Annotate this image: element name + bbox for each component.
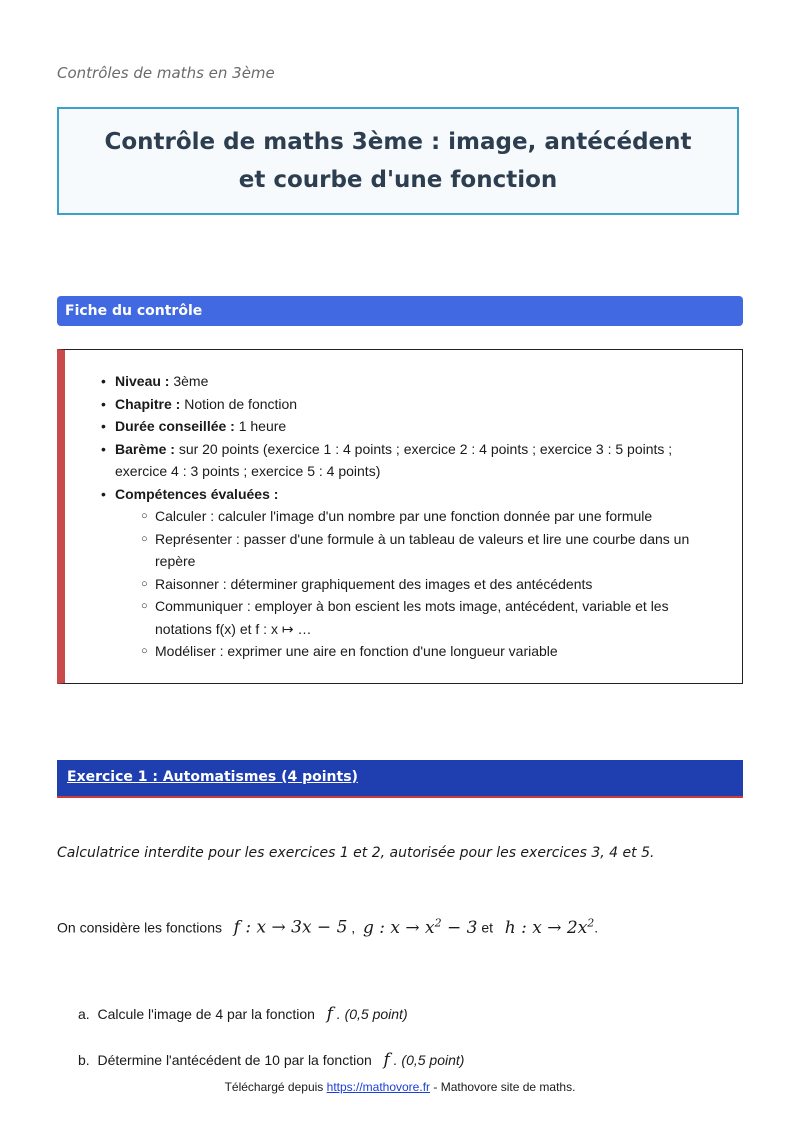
niveau-value: 3ème	[173, 373, 209, 389]
competence-item: ○ Communiquer : employer à bon escient les mots image, antécédent, variable et les notations f(x) et f : x ↦ …	[155, 595, 715, 640]
niveau-label: Niveau :	[115, 373, 170, 389]
exercise-1-header[interactable]	[57, 760, 743, 798]
exercise-1-title[interactable]: Exercice 1 : Automatismes (4 points)	[67, 769, 358, 785]
competences-list	[115, 505, 715, 663]
duree-value: 1 heure	[238, 418, 287, 434]
question-text: Détermine l'antécédent de 10 par la fonction	[97, 1052, 372, 1068]
bareme-label: Barème :	[115, 440, 175, 457]
g-definition: g : $x \to x^2 - 3$	[362, 916, 478, 938]
footer-prefix: Téléchargé depuis	[224, 1080, 327, 1094]
fiche-item-duree	[101, 415, 715, 438]
competence-item: ○ Modéliser : exprimer une aire en fonction d'une longueur variable	[155, 640, 715, 663]
fiche-item-competences	[101, 483, 715, 663]
circle-bullet-icon: ○	[141, 510, 148, 522]
calculator-note: Calculatrice interdite pour les exercices 1 et 2, autorisée pour les exercices 3, 4 et 5.	[57, 845, 655, 861]
fiche-item-chapitre	[101, 393, 715, 416]
circle-bullet-icon: ○	[141, 577, 148, 590]
competence-item: ○ Calculer : calculer l'image d'un nombre par une fonction donnée par une formule	[155, 505, 715, 528]
question-text: Calcule l'image de 4 par la fonction	[97, 1006, 315, 1022]
bullet-icon: •	[101, 373, 106, 389]
question-points: . (0,5 point)	[393, 1052, 465, 1068]
footer-link[interactable]: https://mathovore.fr	[326, 1080, 431, 1094]
question-letter: b.	[78, 1052, 90, 1068]
question-variable: f	[326, 1004, 333, 1024]
consider-text: On considère les fonctions	[57, 919, 222, 936]
fiche-box	[57, 349, 743, 684]
circle-bullet-icon: ○	[141, 645, 148, 657]
page-title: Contrôle de maths 3ème : image, antécédent et courbe d'une fonction	[104, 129, 692, 193]
breadcrumb: Contrôles de maths en 3ème	[57, 64, 275, 82]
f-definition: f : x → 3x − 5	[233, 917, 348, 938]
circle-bullet-icon: ○	[141, 532, 148, 545]
footer-suffix: - Mathovore site de maths.	[430, 1080, 576, 1094]
duree-label: Durée conseillée :	[115, 418, 235, 434]
fiche-list	[101, 370, 715, 663]
bullet-icon: •	[101, 395, 106, 412]
fiche-item-bareme	[101, 438, 715, 483]
question-points: . (0,5 point)	[336, 1006, 408, 1022]
bullet-icon: •	[101, 485, 106, 502]
and-text: et	[481, 919, 494, 936]
fiche-header: Fiche du contrôle	[57, 296, 743, 326]
functions-statement: On considère les fonctions f : x → 3x − 5 , g : $x \to x^2 - 3$ et h : $x \to 2x^2$.	[57, 916, 599, 938]
competence-item: ○ Représenter : passer d'une formule à un tableau de valeurs et lire une courbe dans un repère	[155, 528, 715, 573]
question-a	[78, 1004, 408, 1024]
question-b	[78, 1050, 464, 1070]
title-box	[57, 107, 739, 215]
question-letter: a.	[78, 1006, 90, 1022]
bullet-icon: •	[101, 418, 106, 434]
bullet-icon: •	[101, 440, 106, 457]
chapitre-value: Notion de fonction	[184, 395, 298, 412]
bareme-value: sur 20 points (exercice 1 : 4 points ; exercice 2 : 4 points ; exercice 3 : 5 points ; exercice 4 : 3 points ; exercice 5 : 4 points)	[115, 440, 673, 479]
fiche-item-niveau	[101, 370, 715, 393]
competences-label: Compétences évaluées :	[115, 485, 279, 502]
chapitre-label: Chapitre :	[115, 395, 181, 412]
question-variable: f	[383, 1050, 390, 1070]
circle-bullet-icon: ○	[141, 600, 148, 612]
footer	[0, 1080, 800, 1094]
h-definition: h : $x \to 2x^2$	[504, 916, 595, 938]
competence-item: ○ Raisonner : déterminer graphiquement des images et des antécédents	[155, 573, 715, 596]
